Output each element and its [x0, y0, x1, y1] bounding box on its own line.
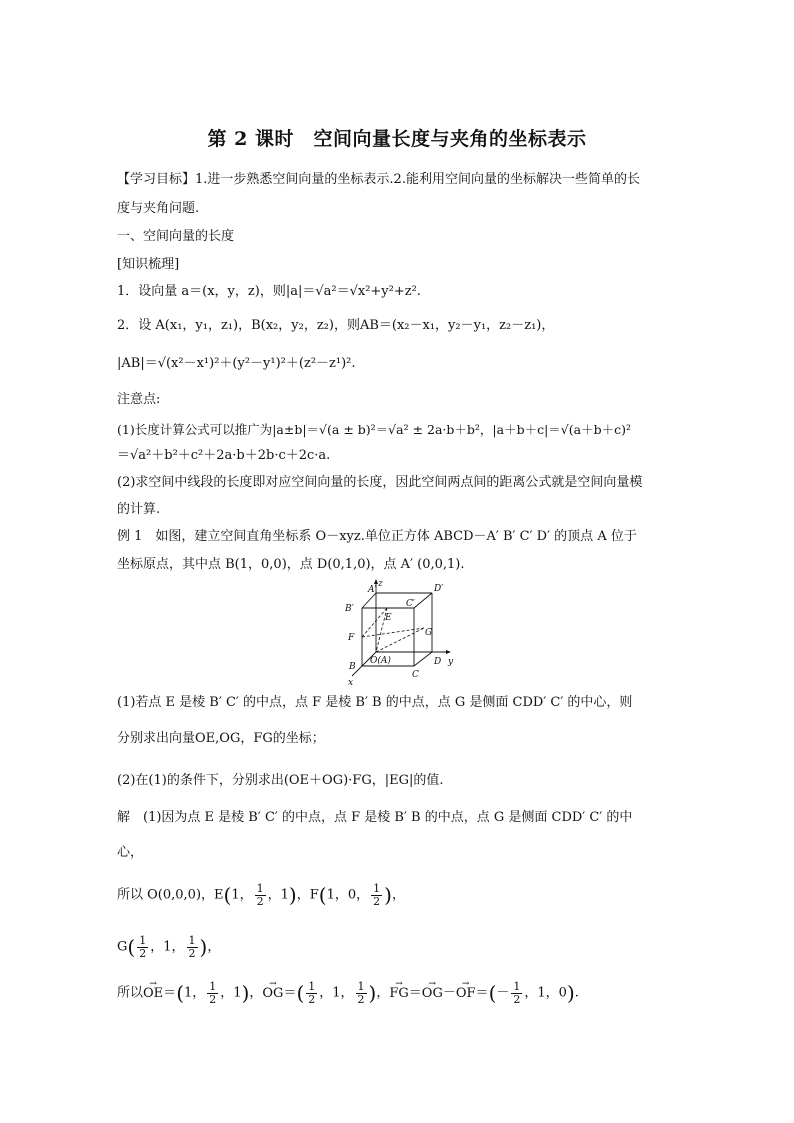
learning-objectives — [117, 170, 682, 190]
item-1: 1．设向量 a＝(x，y，z)，则|a|＝√a²＝√x²+y²+z². — [117, 284, 421, 299]
label-y: y — [448, 657, 454, 667]
E-coord-1: 1 — [231, 887, 240, 903]
page-title: 第 2 课时 空间向量长度与夹角的坐标表示 — [207, 128, 587, 150]
note-1-line-2: ＝√a²＋b²＋c²＋2a·b＋2b·c＋2c·a. — [117, 448, 331, 463]
vector-OG: → OG — [262, 977, 283, 1011]
label-C: C — [412, 670, 419, 680]
vector-OE: → OE — [143, 977, 163, 1011]
objectives-label: 【学习目标】 — [117, 172, 196, 187]
solution-line-1: 解 (1)因为点 E 是棱 B′ C′ 的中点，点 F 是棱 B′ B 的中点，点 G 是侧面 CDD′ C′ 的中 — [117, 810, 633, 825]
solution-G-line: G( $\frac{1}{2}$ ，1， $\frac{1}{2}$ )， — [117, 933, 221, 960]
F-fraction: $\frac{1}{2}$ — [373, 881, 381, 908]
question-1-line-2: 分别求出向量OE,OG，FG的坐标； — [117, 731, 325, 746]
label-z: z — [378, 579, 383, 589]
label-E: E — [385, 613, 392, 623]
unit-cube-figure — [336, 578, 462, 688]
question-2: (2)在(1)的条件下，分别求出(OE＋OG)·FG，|EG|的值. — [117, 773, 444, 788]
E-fraction: $\frac{1}{2}$ — [256, 881, 264, 908]
label-D1: D′ — [434, 584, 444, 594]
solution-line-2: 心， — [117, 845, 144, 860]
item-2: 2．设 A(x₁，y₁，z₁)，B(x₂，y₂，z₂)，则AB＝(x₂－x₁，y₂－y₁，z₂－z₁)， — [117, 318, 555, 333]
item-2-modulus: |AB|＝√(x²－x¹)²＋(y²－y¹)²＋(z²－z¹)². — [117, 356, 356, 371]
example-line-1: 例 1 如图，建立空间直角坐标系 O－xyz.单位正方体 ABCD－A′ B′ C′ D′ 的顶点 A 位于 — [117, 529, 637, 544]
section-heading-length: 一、空间向量的长度 — [117, 229, 235, 244]
label-F: F — [348, 633, 355, 643]
label-C1: C′ — [406, 599, 415, 609]
question-1-line-1: (1)若点 E 是棱 B′ C′ 的中点，点 F 是棱 B′ B 的中点，点 G 是侧面 CDD′ C′ 的中心，则 — [117, 695, 633, 710]
label-OA: O(A) — [370, 656, 391, 666]
label-B: B — [349, 662, 356, 672]
label-D: D — [434, 657, 442, 667]
G-fraction-1: $\frac{1}{2}$ — [139, 933, 147, 960]
G-fraction-2: $\frac{1}{2}$ — [188, 933, 196, 960]
vector-FG: → FG — [389, 977, 408, 1011]
label-x: x — [348, 678, 354, 688]
note-2-line-1: (2)求空间中线段的长度即对应空间向量的长度，因此空间两点间的距离公式就是空间向量模 — [117, 475, 643, 490]
objectives-text: 1.进一步熟悉空间向量的坐标表示.2.能利用空间向量的坐标解决一些简单的长 — [195, 172, 640, 187]
objectives-line-2: 度与夹角问题. — [117, 201, 200, 216]
label-G: G — [425, 628, 433, 638]
solution-points-line: 所以 O(0,0,0)，E(1， $\frac{1}{2}$ ，1)，F(1，0， $\frac{1}{2}$ )， — [117, 881, 405, 908]
label-A1: A′ — [368, 585, 377, 595]
label-B1: B′ — [345, 604, 354, 614]
knowledge-heading: [知识梳理] — [117, 257, 180, 272]
notes-heading: 注意点: — [117, 392, 161, 407]
note-2-line-2: 的计算. — [117, 502, 161, 517]
note-1-line-1: (1)长度计算公式可以推广为|a±b|＝√(a ± b)²＝√a² ± 2a·b＋b²，|a＋b＋c|＝√(a＋b＋c)² — [117, 422, 631, 437]
example-line-2: 坐标原点，其中点 B(1，0,0)，点 D(0,1,0)，点 A′ (0,0,1). — [117, 557, 465, 572]
solution-vectors-line: 所以→ OE＝(1， $\frac{1}{2}$ ，1)，→ OG＝( $\frac{1}{2}$ ，1， $\frac{1}{2}$ )，→ FG＝→ OG－→ OF＝(－ $\frac{1}{2}$ ，1，0). — [117, 976, 682, 1010]
